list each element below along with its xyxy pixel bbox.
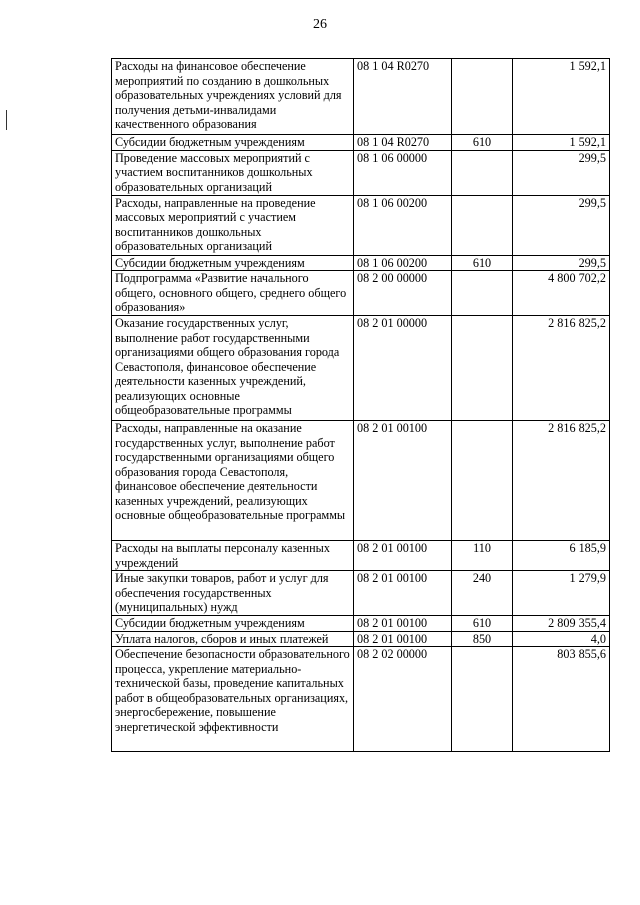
row-name: Подпрограмма «Развитие начального общего, основного общего, среднего общего образования»	[112, 271, 354, 316]
row-name: Оказание государственных услуг, выполнение работ государственными организациями общего образования города Севастополя, финансовое обеспечение деятельности казенных учреждений, реализующих основные общеобразовательные программы	[112, 316, 354, 421]
row-code: 08 2 01 00000	[354, 316, 452, 421]
table-row	[112, 647, 610, 752]
row-amount: 2 816 825,2	[513, 316, 610, 421]
row-amount: 6 185,9	[513, 541, 610, 571]
row-code: 08 2 01 00100	[354, 571, 452, 616]
row-amount: 803 855,6	[513, 647, 610, 752]
row-type: 610	[452, 135, 513, 151]
row-name: Обеспечение безопасности образовательного процесса, укрепление материально-технической базы, проведение капитальных работ в общеобразовательных организациях, энергосбережение, повышение энергетической эффективности	[112, 647, 354, 752]
row-amount: 299,5	[513, 255, 610, 271]
row-name: Расходы, направленные на оказание государственных услуг, выполнение работ государственными организациями общего образования города Севастополя, финансовое обеспечение деятельности казенных учреждений, реализующих основные общеобразовательные программы	[112, 421, 354, 541]
row-code: 08 1 04 R0270	[354, 135, 452, 151]
table-row	[112, 195, 610, 255]
row-type	[452, 195, 513, 255]
table-row	[112, 541, 610, 571]
row-amount: 1 279,9	[513, 571, 610, 616]
table-row	[112, 616, 610, 632]
row-code: 08 1 06 00200	[354, 195, 452, 255]
row-name: Расходы на выплаты персоналу казенных учреждений	[112, 541, 354, 571]
table-row	[112, 316, 610, 421]
row-code: 08 2 01 00100	[354, 421, 452, 541]
row-code: 08 1 04 R0270	[354, 59, 452, 135]
row-name: Субсидии бюджетным учреждениям	[112, 135, 354, 151]
row-name: Иные закупки товаров, работ и услуг для обеспечения государственных (муниципальных) нужд	[112, 571, 354, 616]
row-type	[452, 150, 513, 195]
row-name: Расходы, направленные на проведение массовых мероприятий с участием воспитанников дошкольных образовательных организаций	[112, 195, 354, 255]
row-code: 08 1 06 00000	[354, 150, 452, 195]
row-type	[452, 647, 513, 752]
table-row	[112, 571, 610, 616]
table-row	[112, 271, 610, 316]
row-amount: 4,0	[513, 631, 610, 647]
row-code: 08 2 00 00000	[354, 271, 452, 316]
table-row	[112, 631, 610, 647]
table-row	[112, 421, 610, 541]
table-row	[112, 135, 610, 151]
row-type: 610	[452, 255, 513, 271]
row-name: Расходы на финансовое обеспечение мероприятий по созданию в дошкольных образовательных учреждениях условий для получения детьми-инвалидами качественного образования	[112, 59, 354, 135]
margin-mark	[6, 110, 7, 130]
page-number: 26	[313, 17, 327, 32]
row-amount: 299,5	[513, 195, 610, 255]
row-code: 08 1 06 00200	[354, 255, 452, 271]
row-type: 610	[452, 616, 513, 632]
table-row	[112, 255, 610, 271]
row-name: Субсидии бюджетным учреждениям	[112, 616, 354, 632]
row-amount: 1 592,1	[513, 59, 610, 135]
row-amount: 299,5	[513, 150, 610, 195]
row-type	[452, 421, 513, 541]
row-type	[452, 271, 513, 316]
row-type: 240	[452, 571, 513, 616]
row-type	[452, 316, 513, 421]
row-name: Субсидии бюджетным учреждениям	[112, 255, 354, 271]
row-amount: 2 809 355,4	[513, 616, 610, 632]
table-row	[112, 150, 610, 195]
row-code: 08 2 02 00000	[354, 647, 452, 752]
row-code: 08 2 01 00100	[354, 631, 452, 647]
row-type: 850	[452, 631, 513, 647]
row-name: Уплата налогов, сборов и иных платежей	[112, 631, 354, 647]
row-name: Проведение массовых мероприятий с участием воспитанников дошкольных образовательных организаций	[112, 150, 354, 195]
row-amount: 1 592,1	[513, 135, 610, 151]
row-code: 08 2 01 00100	[354, 541, 452, 571]
budget-table	[111, 58, 610, 752]
row-code: 08 2 01 00100	[354, 616, 452, 632]
row-type	[452, 59, 513, 135]
row-amount: 4 800 702,2	[513, 271, 610, 316]
table-row	[112, 59, 610, 135]
row-amount: 2 816 825,2	[513, 421, 610, 541]
row-type: 110	[452, 541, 513, 571]
